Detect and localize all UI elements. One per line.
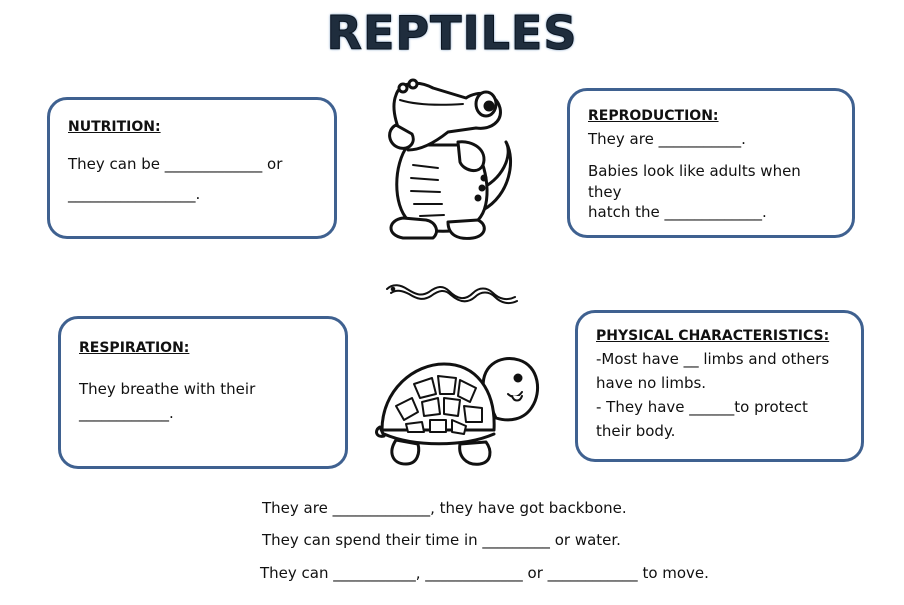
physical-heading: PHYSICAL CHARACTERISTICS: bbox=[596, 328, 830, 344]
respiration-heading: RESPIRATION: bbox=[79, 340, 190, 356]
physical-line-4: their body. bbox=[596, 422, 676, 441]
bottom-sentence-2: They can spend their time in _________ or water. bbox=[262, 531, 621, 549]
crocodile-illustration bbox=[378, 70, 518, 245]
physical-line-1: -Most have __ limbs and others bbox=[596, 350, 830, 369]
nutrition-line-1: They can be _____________ or bbox=[68, 155, 283, 174]
respiration-line-1: They breathe with their bbox=[79, 380, 256, 399]
reproduction-line-2: Babies look like adults when they bbox=[588, 162, 801, 201]
nutrition-line-2: _________________. bbox=[68, 185, 201, 204]
physical-characteristics-box bbox=[575, 310, 864, 462]
turtle-illustration bbox=[374, 352, 544, 470]
snake-illustration bbox=[385, 277, 520, 309]
reproduction-line-1: They are ___________. bbox=[588, 130, 746, 149]
physical-line-2: have no limbs. bbox=[596, 374, 707, 393]
nutrition-box bbox=[47, 97, 337, 239]
physical-line-3: - They have ______to protect bbox=[596, 398, 808, 417]
reproduction-heading: REPRODUCTION: bbox=[588, 108, 719, 124]
respiration-box bbox=[58, 316, 348, 469]
reproduction-box bbox=[567, 88, 855, 238]
bottom-sentence-1: They are _____________, they have got backbone. bbox=[262, 499, 627, 517]
page-title: REPTILES bbox=[326, 6, 578, 60]
respiration-line-2: ____________. bbox=[79, 404, 174, 423]
reproduction-line-3: hatch the _____________. bbox=[588, 202, 767, 221]
nutrition-heading: NUTRITION: bbox=[68, 119, 161, 135]
bottom-sentence-3: They can ___________, _____________ or ____________ to move. bbox=[260, 564, 709, 582]
